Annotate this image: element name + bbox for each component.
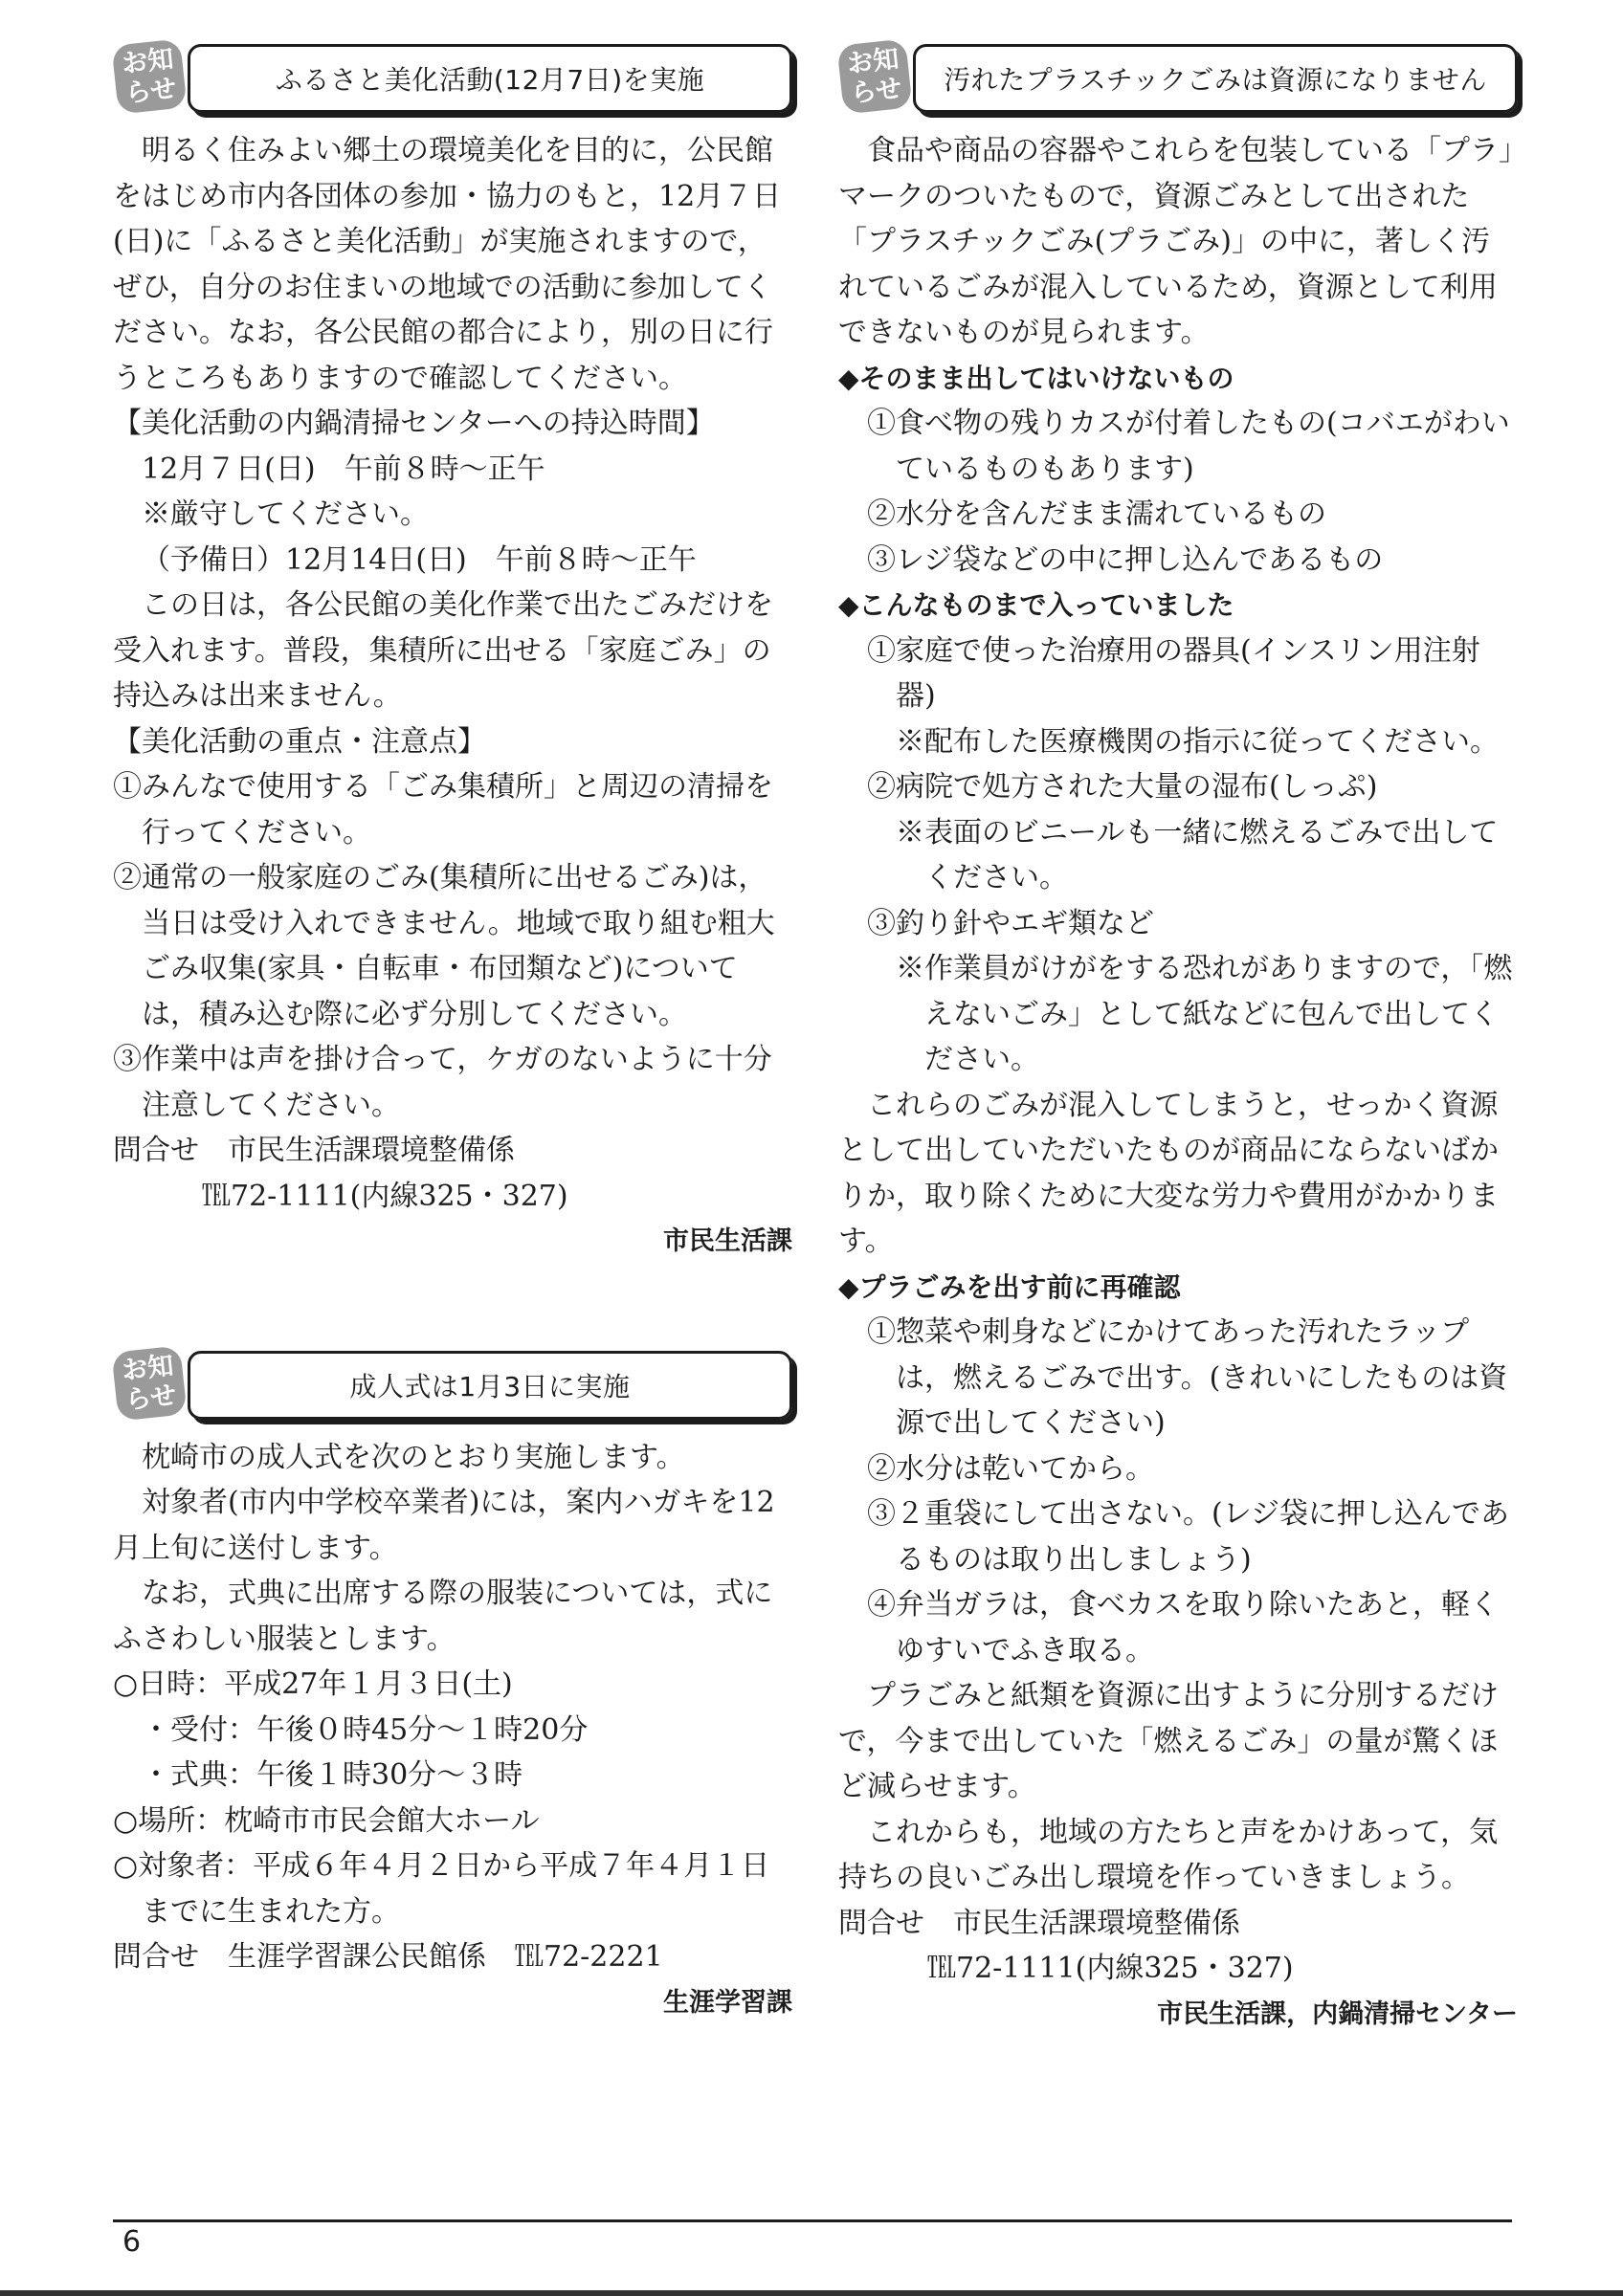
section-title: 汚れたプラスチックごみは資源になりません	[913, 44, 1518, 113]
section-header	[113, 38, 792, 115]
list-item: ③２重袋にして出さない。(レジ袋に押し込んであるものは取り出しましょう)	[867, 1497, 1509, 1577]
dept-signature: 生涯学習課	[663, 1987, 792, 2018]
subheading-found: ◆こんなものまで入っていました	[838, 589, 1234, 621]
section-title: 成人式は1月3日に実施	[188, 1351, 792, 1420]
dept-signature: 市民生活課，内鍋清掃センター	[1157, 1998, 1518, 2029]
list-note: ※配布した医療機関の指示に従ってください。	[896, 724, 1499, 759]
contact-label: 問合せ 市民生活課環境整備係	[113, 1134, 515, 1167]
event-reception: ・受付：午後０時45分～１時20分	[142, 1712, 589, 1747]
section-header	[838, 38, 1518, 115]
list-item: ①惣菜や刺身などにかけてあった汚れたラップは，燃えるごみで出す。(きれいにしたものは資源で出してください)	[867, 1315, 1508, 1440]
accept-paragraph: この日は，各公民館の美化作業で出たごみだけを受入れます。普段，集積所に出せる「家庭ごみ」の持込みは出来ません。	[113, 588, 773, 713]
contact-tel: ℡72-1111(内線325・327)	[927, 1952, 1294, 1985]
list-item: ②水分は乾いてから。	[867, 1451, 1154, 1486]
contact-label: 問合せ 市民生活課環境整備係	[838, 1906, 1240, 1940]
subheading-recheck: ◆プラごみを出す前に再確認	[838, 1270, 1181, 1303]
point-item: ②通常の一般家庭のごみ(集積所に出せるごみ)は，当日は受け入れできません。地域で取り組む粗大ごみ収集(家具・自転車・布団類など)については，積み込む際に必ず分別してください。	[113, 861, 775, 1031]
subheading-points: 【美化活動の重点・注意点】	[113, 724, 486, 759]
point-item: ①みんなで使用する「ごみ集積所」と周辺の清掃を行ってください。	[113, 770, 773, 850]
time-main: 12月７日(日) 午前８時～正午	[142, 452, 545, 486]
notice-badge-icon: お知 らせ	[836, 38, 912, 114]
event-target: ○対象者：平成６年４月２日から平成７年４月１日までに生まれた方。	[113, 1849, 770, 1929]
footer-rule	[113, 2219, 1512, 2222]
list-item: ②水分を含んだまま濡れているもの	[867, 497, 1326, 531]
event-ceremony: ・式典：午後１時30分～３時	[142, 1758, 523, 1792]
paragraph: これらのごみが混入してしまうと，せっかく資源として出していただいたものが商品にならないばかりか，取り除くために大変な労力や費用がかかります。	[838, 1088, 1499, 1258]
section-header	[113, 1345, 792, 1422]
section-title: ふるさと美化活動(12月7日)を実施	[188, 44, 792, 113]
notice-badge-icon: お知 らせ	[111, 38, 187, 114]
time-note: ※厳守してください。	[142, 497, 429, 531]
notice-badge-icon: お知 らせ	[111, 1345, 187, 1421]
section-furusato	[113, 38, 792, 1265]
contact-line: 問合せ 生涯学習課公民館係 ℡72-2221	[113, 1940, 663, 1974]
paragraph: 対象者(市内中学校卒業者)には，案内ハガキを12月上旬に送付します。	[113, 1486, 775, 1565]
subheading-time: 【美化活動の内鍋清掃センターへの持込時間】	[113, 407, 715, 440]
paragraph: これからも，地域の方たちと声をかけあって，気持ちの良いごみ出し環境を作っていきましょう。	[838, 1815, 1499, 1894]
section-plastic	[838, 38, 1518, 2037]
list-note: ※作業員がけがをする恐れがありますので，「燃えないごみ」として紙などに包んで出してください。	[896, 952, 1513, 1076]
list-item: ①家庭で使った治療用の器具(インスリン用注射器)	[867, 633, 1480, 713]
left-column	[113, 38, 792, 2025]
point-item: ③作業中は声を掛け合って，ケガのないように十分注意してください。	[113, 1043, 772, 1122]
list-item: ②病院で処方された大量の湿布(しっぷ)	[867, 770, 1378, 804]
list-item: ③釣り針やエギ類など	[867, 906, 1154, 940]
subheading-dont: ◆そのまま出してはいけないもの	[838, 362, 1234, 394]
section-seijinshiki	[113, 1345, 792, 2026]
page-number: 6	[122, 2225, 142, 2259]
list-item: ③レジ袋などの中に押し込んであるもの	[867, 542, 1384, 577]
list-item: ①食べ物の残りカスが付着したもの(コバエがわいているものもあります)	[867, 407, 1510, 486]
intro-paragraph: 食品や商品の容器やこれらを包装している「プラ」マークのついたもので，資源ごみとして出された「プラスチックごみ(プラごみ)」の中に，著しく汚れているごみが混入しているため，資源として利用できないものが見られます。	[838, 134, 1513, 349]
time-reserve: （予備日）12月14日(日) 午前８時～正午	[142, 542, 697, 577]
event-date: ○日時：平成27年１月３日(土)	[113, 1667, 513, 1701]
section-gap	[113, 1265, 792, 1345]
paragraph: 枕崎市の成人式を次のとおり実施します。	[142, 1440, 685, 1474]
contact-tel: ℡72-1111(内線325・327)	[202, 1179, 568, 1213]
right-column	[838, 38, 1518, 2037]
bottom-edge	[0, 2290, 1623, 2296]
list-note: ※表面のビニールも一緒に燃えるごみで出してください。	[896, 815, 1499, 894]
paragraph: なお，式典に出席する際の服装については，式にふさわしい服装とします。	[113, 1577, 773, 1656]
paragraph: プラごみと紙類を資源に出すように分別するだけで，今まで出していた「燃えるごみ」の量が驚くほど減らせます。	[838, 1679, 1499, 1803]
intro-paragraph: 明るく住みよい郷土の環境美化を目的に，公民館をはじめ市内各団体の参加・協力のもと，12月７日(日)に「ふるさと美化活動」が実施されますので，ぜひ，自分のお住まいの地域での活動に参加してください。なお，各公民館の都合により，別の日に行うところもありますので確認してください。	[113, 134, 782, 395]
event-place: ○場所：枕崎市市民会館大ホール	[113, 1803, 540, 1838]
list-item: ④弁当ガラは，食べカスを取り除いたあと，軽くゆすいでふき取る。	[867, 1588, 1499, 1667]
dept-signature: 市民生活課	[663, 1226, 792, 1256]
